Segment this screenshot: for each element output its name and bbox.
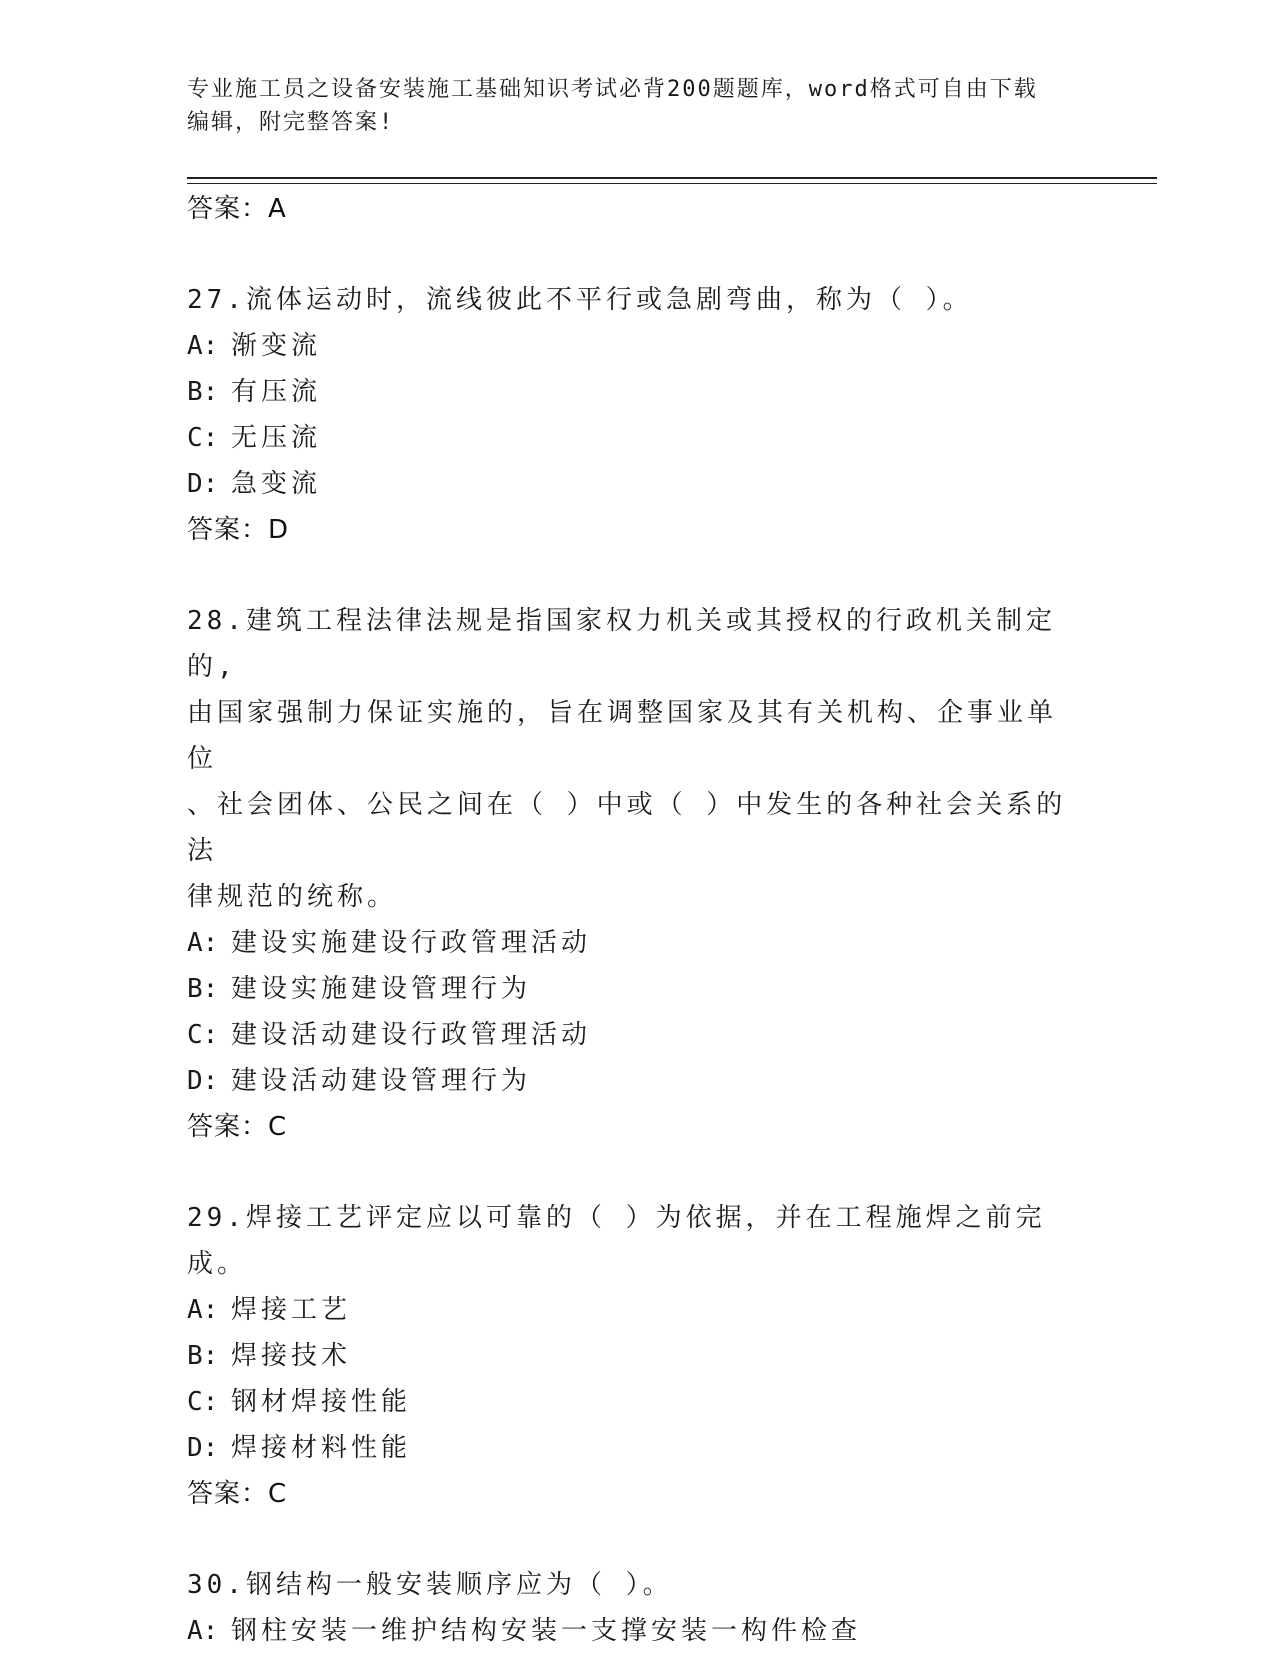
- option-text: 建设实施建设管理行为: [231, 974, 532, 1004]
- option-letter: D:: [187, 469, 219, 499]
- answer-29: 答案：C: [187, 1479, 288, 1509]
- question-29: [187, 1195, 1067, 1517]
- option-letter: A:: [187, 928, 219, 958]
- option-text: 焊接技术: [231, 1341, 352, 1371]
- option-letter: C:: [187, 1020, 219, 1050]
- option-a: [187, 323, 1067, 369]
- option-letter: B:: [187, 1341, 219, 1371]
- option-letter: C:: [187, 1387, 219, 1417]
- option-c: [187, 415, 1067, 461]
- option-a: [187, 920, 1067, 966]
- header-line-2: 编辑，附完整答案!: [187, 110, 395, 135]
- option-text: 无压流: [231, 423, 322, 453]
- option-text: 建设活动建设管理行为: [231, 1066, 532, 1096]
- header-rule-thick: [187, 177, 1157, 179]
- question-text-line-3: 、社会团体、公民之间在（ ）中或（ ）中发生的各种社会关系的法: [187, 790, 1067, 866]
- option-c: [187, 1012, 1067, 1058]
- question-30: [187, 1562, 1067, 1654]
- option-letter: D:: [187, 1066, 219, 1096]
- option-letter: A:: [187, 331, 219, 361]
- option-d: [187, 461, 1067, 507]
- option-a: [187, 1287, 1067, 1333]
- option-d: [187, 1425, 1067, 1471]
- option-b: [187, 966, 1067, 1012]
- option-text: 急变流: [231, 469, 322, 499]
- answer-26: 答案：A: [187, 194, 287, 224]
- question-text: 30.钢结构一般安装顺序应为（ ）。: [187, 1570, 673, 1600]
- option-b: [187, 1333, 1067, 1379]
- question-text-line-1: 28.建筑工程法律法规是指国家权力机关或其授权的行政机关制定的,: [187, 606, 1056, 682]
- option-text: 有压流: [231, 377, 322, 407]
- option-text: 焊接材料性能: [231, 1433, 412, 1463]
- answer-27: 答案：D: [187, 515, 290, 545]
- option-d: [187, 1058, 1067, 1104]
- option-text: 钢柱安装一维护结构安装一支撑安装一构件检查: [231, 1616, 862, 1646]
- option-text: 焊接工艺: [231, 1295, 352, 1325]
- option-text: 建设活动建设行政管理活动: [231, 1020, 592, 1050]
- header-line-1: 专业施工员之设备安装施工基础知识考试必背200题题库，word格式可自由下载: [187, 77, 1038, 102]
- option-text: 建设实施建设行政管理活动: [231, 928, 592, 958]
- question-text: 29.焊接工艺评定应以可靠的（ ）为依据，并在工程施焊之前完成。: [187, 1203, 1046, 1279]
- option-b: [187, 369, 1067, 415]
- question-text-line-4: 律规范的统称。: [187, 882, 398, 912]
- option-letter: A:: [187, 1295, 219, 1325]
- answer-28: 答案：C: [187, 1112, 288, 1142]
- option-a: [187, 1608, 1067, 1654]
- option-letter: D:: [187, 1433, 219, 1463]
- question-text: 27.流体运动时，流线彼此不平行或急剧弯曲，称为（ ）。: [187, 285, 973, 315]
- question-27: [187, 277, 1067, 553]
- option-letter: A:: [187, 1616, 219, 1646]
- option-letter: C:: [187, 423, 219, 453]
- question-list: [187, 186, 1067, 1654]
- question-28: [187, 598, 1067, 1150]
- option-c: [187, 1379, 1067, 1425]
- option-text: 渐变流: [231, 331, 322, 361]
- option-letter: B:: [187, 377, 219, 407]
- document-header: [187, 73, 1067, 139]
- header-rule-thin: [187, 183, 1157, 184]
- question-text-line-2: 由国家强制力保证实施的，旨在调整国家及其有关机构、企事业单位: [187, 698, 1058, 774]
- option-letter: B:: [187, 974, 219, 1004]
- option-text: 钢材焊接性能: [231, 1387, 412, 1417]
